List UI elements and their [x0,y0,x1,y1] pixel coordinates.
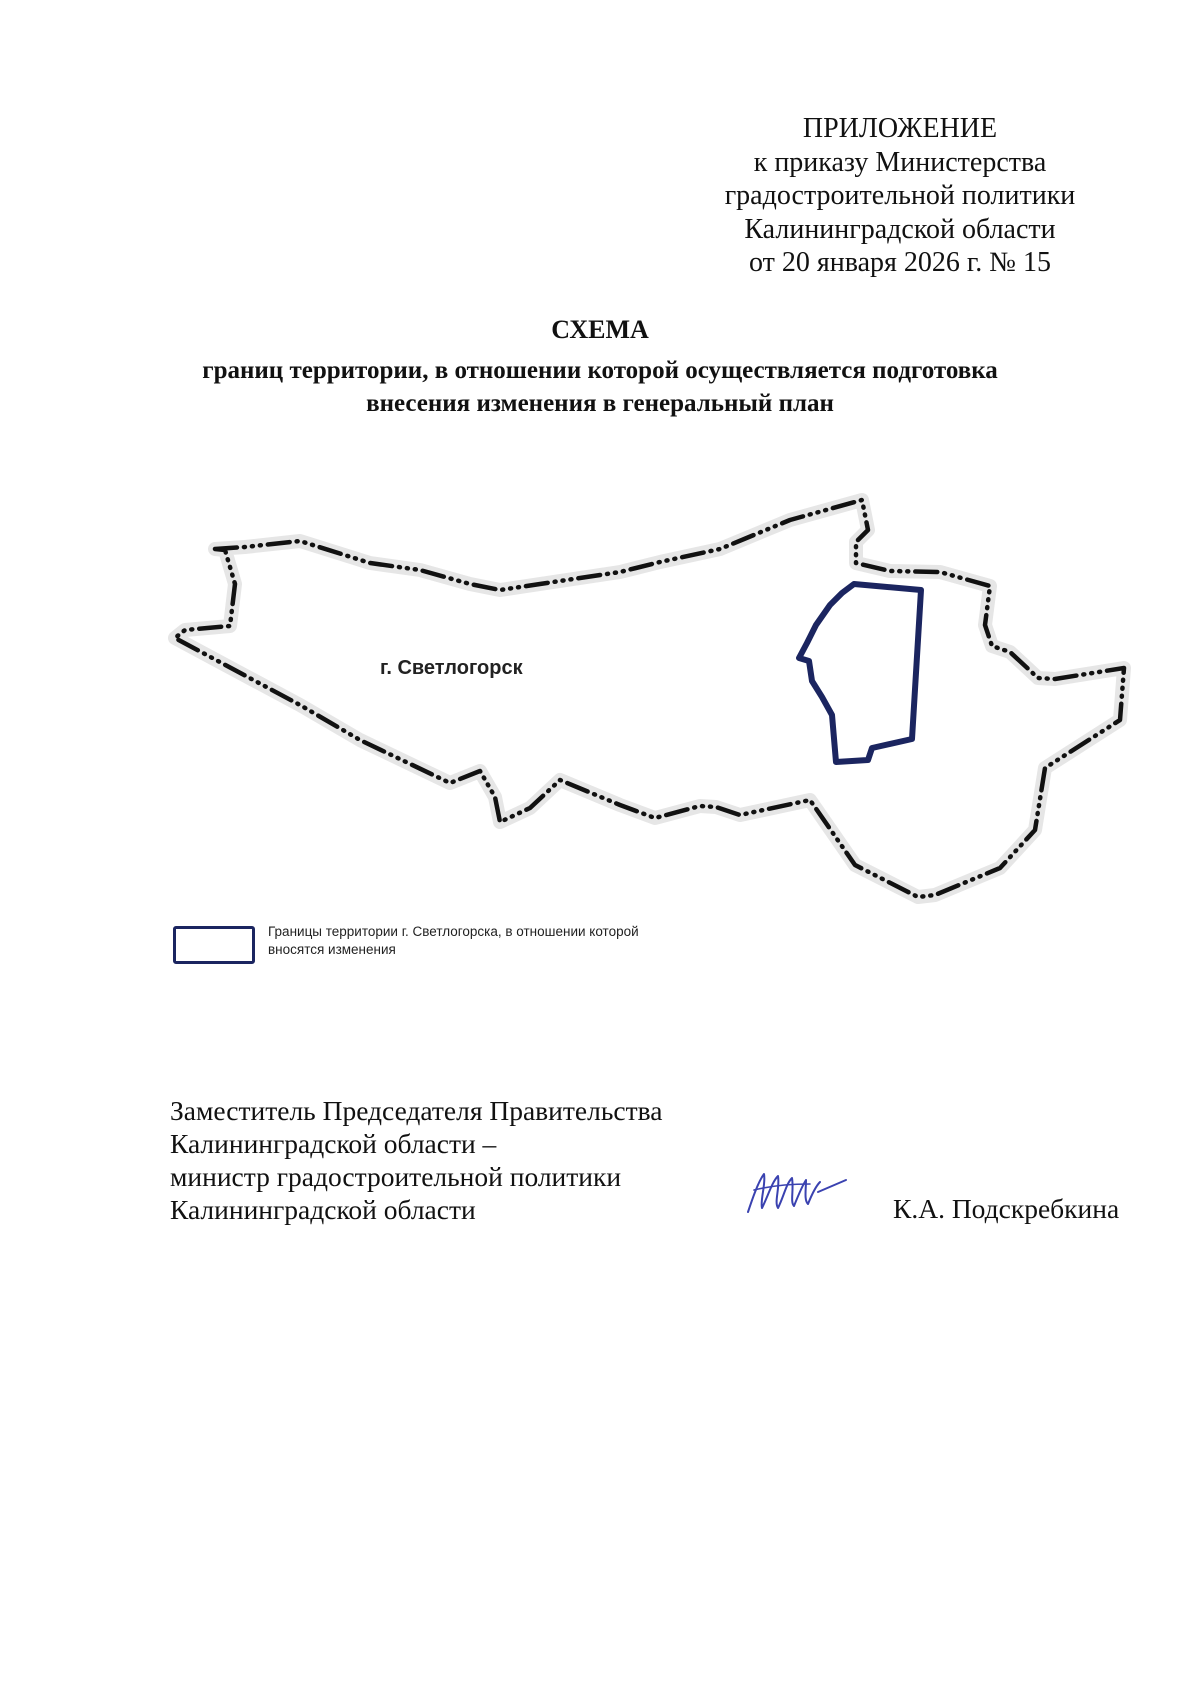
appendix-line: Калининградской области [744,213,1056,245]
change-area-boundary [799,584,921,762]
legend-line: Границы территории г. Светлогорска, в отношении которой [268,924,639,939]
appendix-line: градостроительной политики [724,180,1076,211]
document-subtitle-line-2: внесения изменения в генеральный план [366,390,834,417]
document-heading: СХЕМА [551,315,649,344]
appendix-line: от 20 января 2026 г. № 15 [749,247,1051,278]
signer-title-line: министр градостроительной политики [170,1161,622,1192]
city-label: г. Светлогорск [380,657,523,679]
signer-title-line: Заместитель Председателя Правительства [170,1095,663,1126]
handwritten-signature [740,1160,850,1220]
appendix-block [720,112,1080,280]
outer-boundary-halo [175,500,1124,897]
document-subtitle-line-1: границ территории, в отношении которой осуществляется подготовка [202,357,998,384]
appendix-line: к приказу Министерства [753,146,1047,178]
signer-name: К.А. Подскребкина [893,1193,1120,1224]
signer-title-block [170,1094,730,1226]
signer-title-line: Калининградской области – [170,1128,497,1159]
signer-title-line: Калининградской области [170,1194,476,1225]
legend-text [268,923,688,959]
legend-line: вносятся изменения [268,942,396,957]
territory-scheme-map [0,480,1200,920]
appendix-line: ПРИЛОЖЕНИЕ [802,113,998,144]
legend-swatch [173,926,255,964]
